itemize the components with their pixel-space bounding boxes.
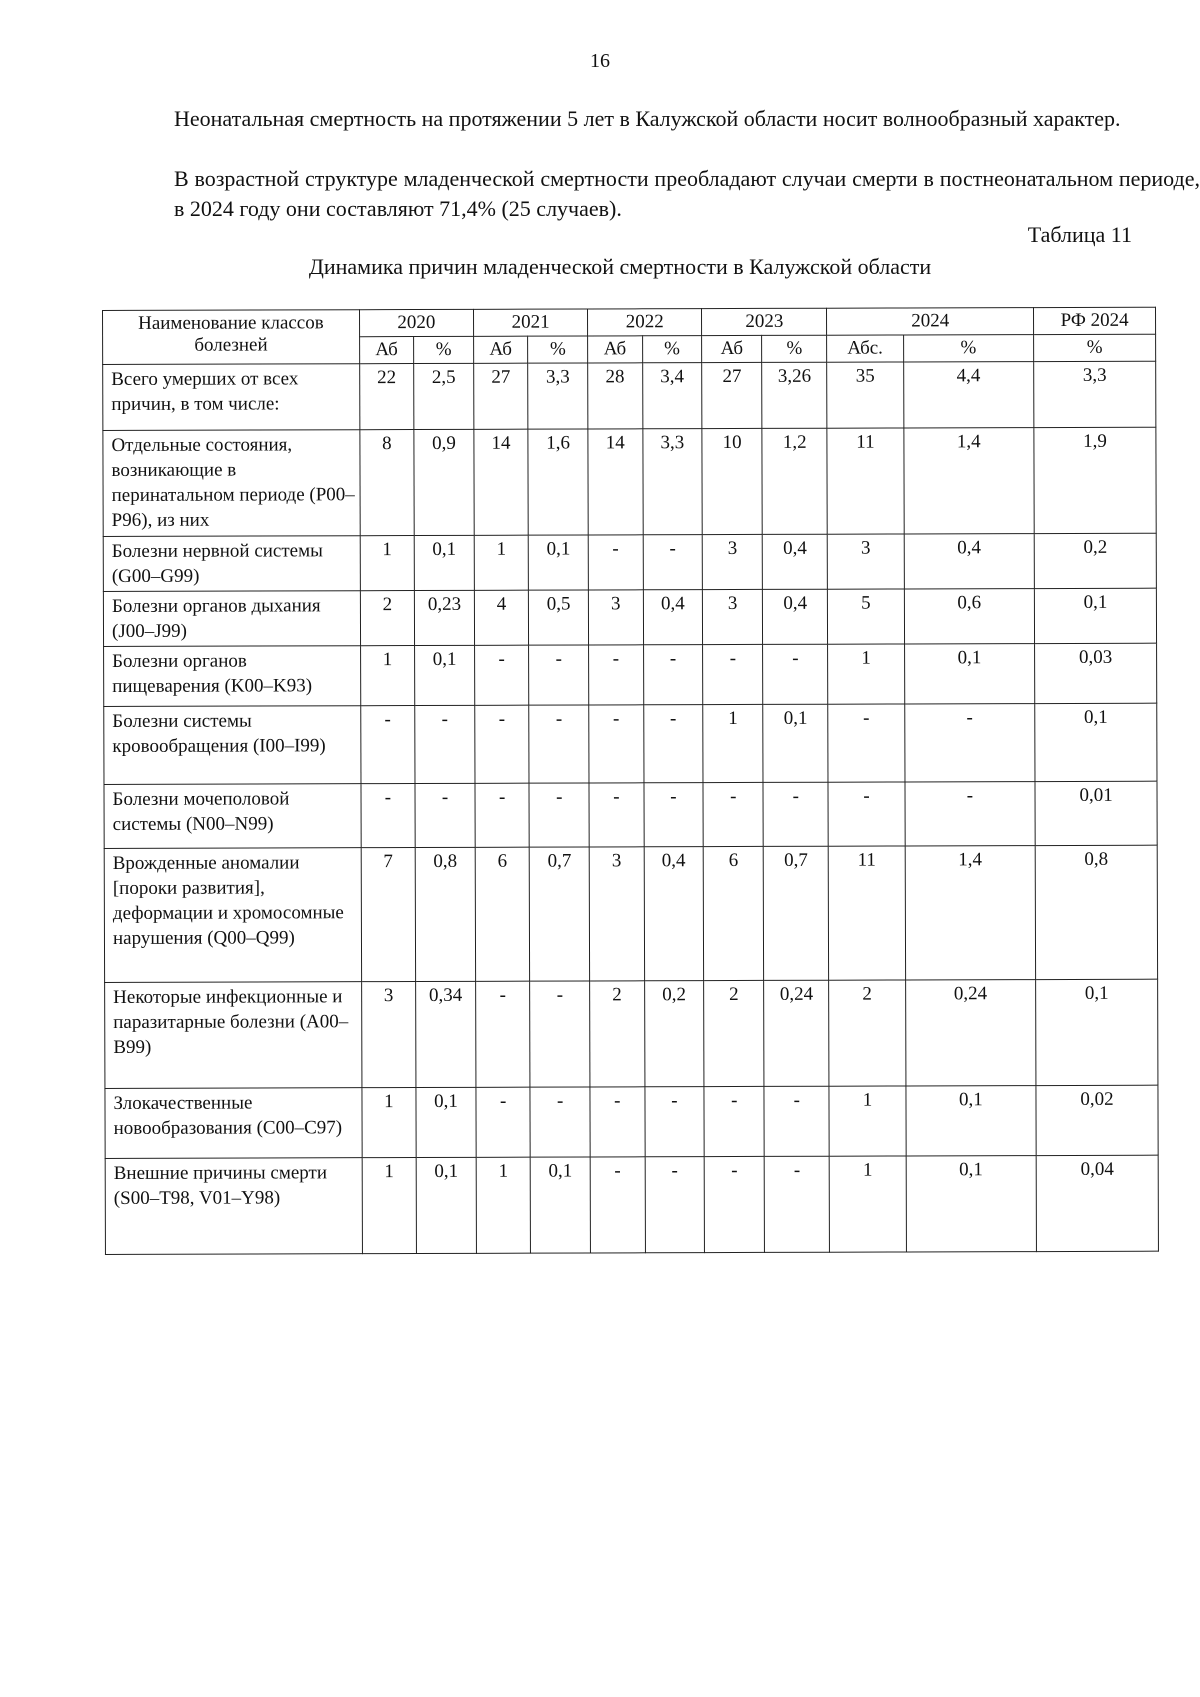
value-cell: 0,1 bbox=[414, 535, 474, 590]
value-cell: - bbox=[763, 782, 828, 846]
disease-class-name: Врожденные аномалии [пороки развития], деформации и хромосомные нарушения (Q00–Q99) bbox=[104, 848, 361, 983]
value-cell: 14 bbox=[474, 429, 529, 535]
value-cell: - bbox=[530, 981, 590, 1087]
value-cell: 0,4 bbox=[904, 534, 1035, 589]
value-cell: 0,4 bbox=[643, 590, 703, 645]
value-cell: 2 bbox=[360, 591, 415, 646]
value-cell: - bbox=[415, 705, 475, 783]
disease-class-name: Болезни органов дыхания (J00–J99) bbox=[103, 591, 360, 647]
value-cell: 1 bbox=[476, 1157, 531, 1253]
value-cell: 3 bbox=[361, 982, 416, 1088]
value-cell: - bbox=[704, 1086, 764, 1156]
header-sub-cell: Аб bbox=[474, 336, 528, 363]
paragraph-neonatal: Неонатальная смертность на протяжении 5 лет в Калужской области носит волнообразный характер. bbox=[174, 106, 1121, 131]
value-cell: 1 bbox=[362, 1088, 417, 1158]
header-row-years bbox=[103, 307, 1156, 337]
value-cell: 14 bbox=[588, 429, 643, 535]
header-sub-cell: Абс. bbox=[827, 335, 903, 362]
value-cell: - bbox=[828, 782, 904, 846]
value-cell: 0,1 bbox=[906, 1086, 1037, 1156]
value-cell: 0,4 bbox=[644, 847, 704, 981]
value-cell: - bbox=[475, 783, 530, 847]
value-cell: 0,1 bbox=[416, 1157, 476, 1253]
disease-class-name: Внешние причины смерти (S00–T98, V01–Y98) bbox=[105, 1158, 362, 1255]
value-cell: 27 bbox=[702, 362, 762, 428]
value-cell: 3,3 bbox=[642, 429, 702, 535]
table-row bbox=[105, 1155, 1158, 1254]
header-sub-cell: Аб bbox=[588, 336, 642, 363]
value-cell: - bbox=[475, 705, 530, 783]
value-cell: - bbox=[361, 784, 416, 848]
header-rf-2024: РФ 2024 bbox=[1034, 307, 1156, 334]
value-cell: 2 bbox=[829, 980, 905, 1086]
value-cell: - bbox=[704, 1156, 764, 1252]
value-cell: 0,8 bbox=[415, 847, 475, 981]
value-cell: - bbox=[529, 705, 589, 783]
value-cell: 0,24 bbox=[905, 980, 1036, 1086]
value-cell: 28 bbox=[588, 363, 643, 429]
value-cell: 0,04 bbox=[1036, 1155, 1158, 1251]
value-cell: 6 bbox=[704, 846, 764, 980]
header-sub-cell: % bbox=[642, 336, 702, 363]
value-cell: 2 bbox=[590, 981, 645, 1087]
value-cell: 1 bbox=[362, 1158, 417, 1254]
value-cell: 1 bbox=[474, 535, 529, 590]
value-cell: 0,1 bbox=[416, 1087, 476, 1157]
value-cell: 0,1 bbox=[415, 645, 475, 705]
header-year-2020: 2020 bbox=[359, 309, 473, 336]
value-cell: 2,5 bbox=[414, 363, 474, 429]
value-cell: - bbox=[644, 1087, 704, 1157]
value-cell: 5 bbox=[828, 589, 904, 644]
value-cell: 0,6 bbox=[904, 589, 1035, 644]
table-row bbox=[105, 979, 1158, 1088]
value-cell: 27 bbox=[474, 363, 529, 429]
value-cell: 0,23 bbox=[414, 590, 474, 645]
value-cell: - bbox=[905, 782, 1036, 846]
value-cell: - bbox=[476, 1087, 531, 1157]
disease-class-name: Отдельные состояния, возникающие в перинатальном периоде (P00–P96), из них bbox=[103, 430, 360, 537]
value-cell: 10 bbox=[702, 428, 762, 534]
value-cell: 0,02 bbox=[1036, 1085, 1158, 1155]
table-row bbox=[104, 845, 1157, 982]
value-cell: 1 bbox=[360, 646, 415, 706]
value-cell: 0,5 bbox=[529, 590, 589, 645]
value-cell: 1,2 bbox=[762, 428, 828, 534]
table-row bbox=[103, 427, 1156, 536]
page-number: 16 bbox=[590, 50, 610, 72]
table-row bbox=[104, 703, 1157, 784]
disease-class-name: Болезни системы кровообращения (I00–I99) bbox=[104, 706, 361, 785]
header-sub-cell: % bbox=[528, 336, 588, 363]
value-cell: - bbox=[643, 783, 703, 847]
value-cell: - bbox=[590, 1157, 645, 1253]
disease-class-name: Злокачественные новообразования (C00–C97) bbox=[105, 1088, 362, 1159]
value-cell: - bbox=[474, 645, 529, 705]
value-cell: 1,4 bbox=[905, 846, 1036, 980]
value-cell: - bbox=[476, 981, 531, 1087]
value-cell: 0,2 bbox=[1034, 533, 1156, 588]
header-year-2022: 2022 bbox=[588, 309, 702, 336]
value-cell: 35 bbox=[827, 362, 903, 428]
value-cell: - bbox=[764, 1156, 830, 1252]
value-cell: 0,8 bbox=[1035, 845, 1157, 979]
value-cell: 0,34 bbox=[416, 981, 476, 1087]
value-cell: - bbox=[588, 535, 643, 590]
value-cell: 0,1 bbox=[529, 535, 589, 590]
value-cell: 3,4 bbox=[642, 363, 702, 429]
value-cell: 3,26 bbox=[762, 362, 827, 428]
table-row bbox=[104, 643, 1157, 706]
paragraph-age-structure: В возрастной структуре младенческой смертности преобладают случаи смерти в постнеонатальном периоде, в 2024 году они составляют 71,4% (25 случаев). bbox=[174, 166, 1200, 221]
value-cell: 0,4 bbox=[762, 534, 827, 589]
disease-class-name: Болезни нервной системы (G00–G99) bbox=[103, 536, 360, 592]
disease-class-name: Всего умерших от всех причин, в том числе: bbox=[103, 364, 360, 431]
value-cell: 1,9 bbox=[1034, 427, 1156, 533]
table-row bbox=[103, 361, 1156, 430]
value-cell: 22 bbox=[359, 364, 414, 430]
header-year-2021: 2021 bbox=[473, 309, 587, 336]
value-cell: 0,7 bbox=[529, 847, 589, 981]
value-cell: - bbox=[643, 645, 703, 705]
value-cell: 1 bbox=[830, 1156, 906, 1252]
value-cell: - bbox=[703, 644, 763, 704]
value-cell: 8 bbox=[360, 430, 415, 536]
table-row bbox=[103, 588, 1156, 646]
value-cell: - bbox=[530, 1087, 590, 1157]
header-disease-class: Наименование классов болезней bbox=[103, 310, 360, 365]
value-cell: 3 bbox=[828, 534, 904, 589]
value-cell: - bbox=[643, 535, 703, 590]
value-cell: 3 bbox=[589, 847, 644, 981]
table-title: Динамика причин младенческой смертности в Калужской области bbox=[308, 254, 932, 279]
header-sub-cell: % bbox=[1034, 334, 1156, 361]
header-sub-cell: Аб bbox=[702, 335, 762, 362]
value-cell: 7 bbox=[361, 848, 416, 982]
value-cell: 0,24 bbox=[764, 980, 830, 1086]
value-cell: 0,1 bbox=[906, 1156, 1037, 1252]
table-label: Таблица 11 bbox=[1027, 222, 1132, 247]
header-year-2024: 2024 bbox=[827, 308, 1034, 336]
disease-class-name: Некоторые инфекционные и паразитарные болезни (A00–B99) bbox=[105, 982, 362, 1089]
value-cell: 0,9 bbox=[414, 429, 474, 535]
value-cell: 4,4 bbox=[903, 362, 1034, 428]
value-cell: 4 bbox=[474, 590, 529, 645]
value-cell: 3 bbox=[703, 534, 763, 589]
value-cell: 1 bbox=[829, 1086, 905, 1156]
value-cell: - bbox=[590, 1087, 645, 1157]
value-cell: 3,3 bbox=[1034, 361, 1156, 427]
value-cell: - bbox=[763, 644, 828, 704]
value-cell: 0,01 bbox=[1035, 781, 1157, 845]
value-cell: - bbox=[589, 783, 644, 847]
value-cell: 0,1 bbox=[1036, 979, 1158, 1085]
value-cell: 0,1 bbox=[1035, 703, 1157, 781]
value-cell: 0,1 bbox=[1034, 588, 1156, 643]
value-cell: 1,6 bbox=[528, 429, 588, 535]
disease-class-name: Болезни органов пищеварения (K00–K93) bbox=[104, 646, 361, 707]
value-cell: - bbox=[529, 645, 589, 705]
header-year-2023: 2023 bbox=[702, 308, 827, 335]
header-sub-cell: % bbox=[903, 335, 1034, 362]
value-cell: 0,4 bbox=[763, 589, 828, 644]
value-cell: 1 bbox=[703, 704, 763, 782]
value-cell: - bbox=[589, 645, 644, 705]
value-cell: - bbox=[643, 705, 703, 783]
value-cell: 3 bbox=[589, 590, 644, 645]
value-cell: 0,2 bbox=[644, 981, 704, 1087]
value-cell: - bbox=[360, 706, 415, 784]
value-cell: 2 bbox=[704, 980, 764, 1086]
value-cell: 1 bbox=[360, 536, 415, 591]
value-cell: - bbox=[645, 1157, 705, 1253]
value-cell: - bbox=[828, 704, 904, 782]
value-cell: 0,7 bbox=[763, 846, 829, 980]
value-cell: 11 bbox=[827, 428, 903, 534]
value-cell: 0,03 bbox=[1035, 643, 1157, 703]
value-cell: 11 bbox=[829, 846, 906, 980]
table-row bbox=[105, 1085, 1158, 1158]
value-cell: - bbox=[904, 704, 1035, 782]
value-cell: 1,4 bbox=[903, 428, 1034, 534]
value-cell: 3 bbox=[703, 589, 763, 644]
value-cell: 0,1 bbox=[763, 704, 829, 782]
header-sub-cell: Аб bbox=[359, 337, 413, 364]
mortality-causes-table bbox=[102, 307, 1159, 1255]
value-cell: - bbox=[415, 783, 475, 847]
value-cell: 0,1 bbox=[904, 644, 1035, 704]
value-cell: 0,1 bbox=[530, 1157, 590, 1253]
header-sub-cell: % bbox=[762, 335, 827, 362]
table-row bbox=[103, 533, 1156, 591]
value-cell: - bbox=[589, 705, 644, 783]
value-cell: - bbox=[764, 1086, 829, 1156]
table-row bbox=[104, 781, 1157, 848]
value-cell: - bbox=[703, 782, 763, 846]
value-cell: 6 bbox=[475, 847, 530, 981]
value-cell: 1 bbox=[828, 644, 904, 704]
header-sub-cell: % bbox=[414, 336, 474, 363]
disease-class-name: Болезни мочеполовой системы (N00–N99) bbox=[104, 784, 361, 849]
value-cell: 3,3 bbox=[528, 363, 588, 429]
value-cell: - bbox=[529, 783, 589, 847]
